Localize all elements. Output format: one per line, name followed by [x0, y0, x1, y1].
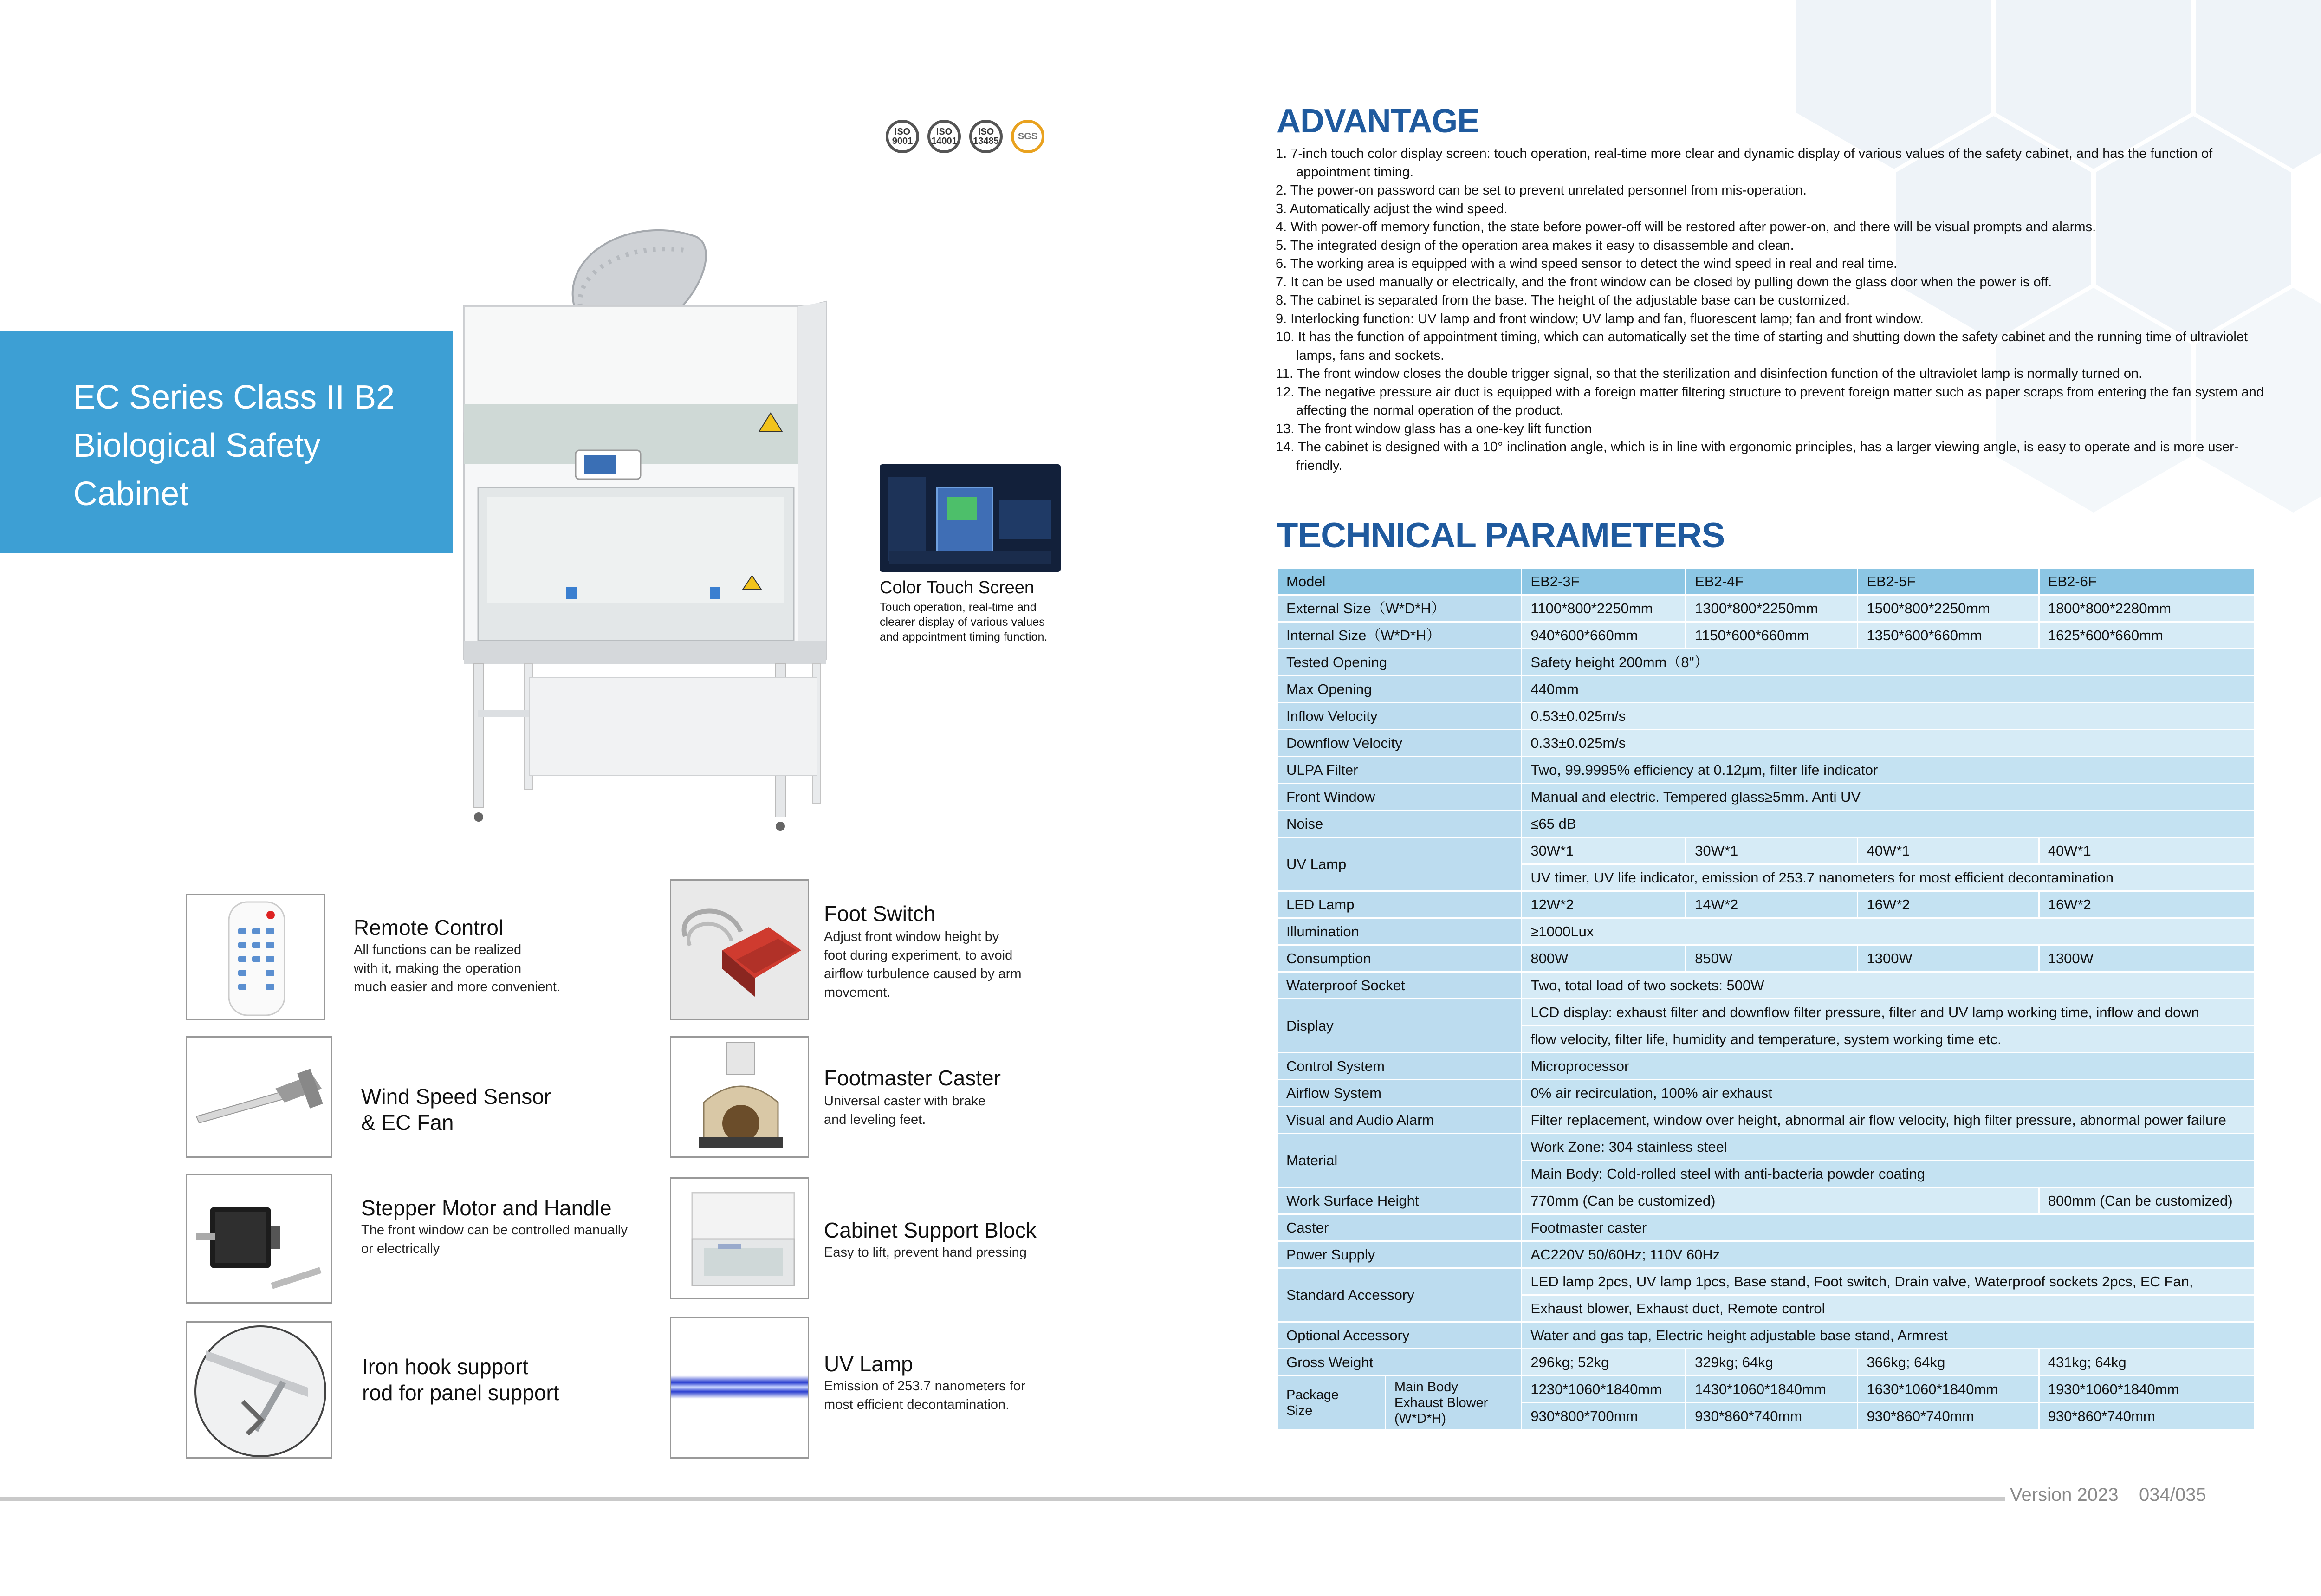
feature-title	[824, 1351, 913, 1377]
table-cell: 16W*2	[1858, 891, 2039, 918]
table-cell: Material	[1277, 1134, 1522, 1187]
table-cell: Microprocessor	[1522, 1053, 2255, 1080]
table-cell: Model	[1277, 568, 1522, 595]
iron-hook-support-image	[186, 1321, 332, 1459]
table-cell: 930*860*740mm	[1858, 1403, 2039, 1430]
table-row	[1277, 1349, 2255, 1376]
technical-parameters-table	[1277, 567, 2255, 1430]
feature-title-line: Foot Switch	[824, 902, 936, 926]
table-row	[1277, 1268, 2255, 1295]
table-row	[1277, 568, 2255, 595]
advantage-item: 3. Automatically adjust the wind speed.	[1276, 201, 1508, 216]
table-row	[1277, 1322, 2255, 1349]
table-row	[1277, 945, 2255, 972]
wind-sensor-icon	[187, 1038, 332, 1158]
advantage-item: 2. The power-on password can be set to prevent unrelated personnel from mis-operation.	[1276, 183, 1807, 198]
table-cell: 431kg; 64kg	[2039, 1349, 2254, 1376]
uv-lamp-image	[670, 1317, 809, 1459]
feature-desc	[824, 1377, 1025, 1414]
feature-title-line: Iron hook support	[362, 1355, 529, 1379]
feature-desc-line: foot during experiment, to avoid	[824, 948, 1013, 963]
table-cell: LED Lamp	[1277, 891, 1522, 918]
feature-desc-line: airflow turbulence caused by arm	[824, 967, 1022, 981]
table-row	[1277, 1107, 2255, 1134]
table-cell: 30W*1	[1686, 837, 1858, 864]
table-row	[1277, 891, 2255, 918]
table-cell: EB2-6F	[2039, 568, 2254, 595]
table-cell: EB2-5F	[1858, 568, 2039, 595]
cert-badge-iso13485: ISO 13485	[969, 120, 1003, 153]
table-row	[1277, 837, 2255, 864]
cabinet-product-image	[436, 218, 882, 850]
table-row	[1277, 918, 2255, 945]
table-row	[1277, 972, 2255, 999]
feature-title-line: Wind Speed Sensor	[361, 1084, 551, 1109]
table-cell: LED lamp 2pcs, UV lamp 1pcs, Base stand, Foot switch, Drain valve, Waterproof sockets 2pcs, EC Fan,	[1522, 1268, 2255, 1295]
advantage-item: 8. The cabinet is separated from the base. The height of the adjustable base can be customized.	[1276, 293, 1850, 308]
footer	[2010, 1485, 2206, 1505]
package-sub-line: (W*D*H)	[1394, 1411, 1446, 1426]
table-cell: 0.33±0.025m/s	[1522, 730, 2255, 757]
table-cell: 14W*2	[1686, 891, 1858, 918]
foot-switch-icon	[671, 881, 809, 1020]
table-cell: External Size（W*D*H）	[1277, 595, 1522, 622]
feature-title-line: Remote Control	[354, 915, 504, 940]
advantage-heading: ADVANTAGE	[1277, 103, 1479, 140]
table-row	[1277, 676, 2255, 703]
cabinet-mini-icon	[671, 1179, 809, 1299]
table-row	[1277, 1214, 2255, 1241]
table-cell: UV timer, UV life indicator, emission of 253.7 nanometers for most efficient decontamination	[1522, 864, 2255, 891]
table-cell: 930*800*700mm	[1522, 1403, 1686, 1430]
feature-title-line: Stepper Motor and Handle	[361, 1196, 612, 1220]
product-title-line: Biological Safety	[73, 427, 321, 464]
feature-title-line: rod for panel support	[362, 1381, 559, 1405]
table-cell: 0.53±0.025m/s	[1522, 703, 2255, 730]
table-cell: Display	[1277, 999, 1522, 1053]
table-cell: 1630*1060*1840mm	[1858, 1376, 2039, 1403]
table-cell: 1100*800*2250mm	[1522, 595, 1686, 622]
table-cell: 1230*1060*1840mm	[1522, 1376, 1686, 1403]
feature-desc	[824, 1243, 1027, 1262]
table-cell: Internal Size（W*D*H）	[1277, 622, 1522, 649]
feature-desc-line: All functions can be realized	[354, 942, 522, 957]
footer-page-numbers: 034/035	[2139, 1485, 2206, 1505]
table-row	[1277, 1080, 2255, 1107]
table-cell: Waterproof Socket	[1277, 972, 1522, 999]
table-row	[1277, 1053, 2255, 1080]
table-cell: Noise	[1277, 811, 1522, 837]
table-cell: 1500*800*2250mm	[1858, 595, 2039, 622]
table-row	[1277, 757, 2255, 784]
cert-badge-iso14001: ISO 14001	[927, 120, 961, 153]
feature-desc-line: Adjust front window height by	[824, 929, 999, 944]
feature-title-line: & EC Fan	[361, 1110, 454, 1135]
table-cell: 1300W	[2039, 945, 2254, 972]
feature-title	[354, 915, 503, 941]
feature-desc-line: much easier and more convenient.	[354, 980, 560, 994]
advantage-item: 7. It can be used manually or electrically, and the front window can be closed by pulling down the glass door when the power is off.	[1276, 274, 2052, 290]
table-cell: 40W*1	[2039, 837, 2254, 864]
table-cell: EB2-3F	[1522, 568, 1686, 595]
advantage-item: 11. The front window closes the double trigger signal, so that the sterilization and disinfection function of the ultraviolet lamp is normally turned on.	[1276, 366, 2143, 381]
caster-icon	[671, 1038, 809, 1158]
table-row	[1277, 703, 2255, 730]
advantage-item: 9. Interlocking function: UV lamp and front window; UV lamp and fan, fluorescent lamp; fan and front window.	[1276, 311, 1924, 326]
table-row	[1277, 784, 2255, 811]
table-cell: Consumption	[1277, 945, 1522, 972]
cabinet-support-block-image	[670, 1177, 809, 1299]
table-cell: 40W*1	[1858, 837, 2039, 864]
feature-desc	[824, 928, 1022, 1002]
feature-title-line: Footmaster Caster	[824, 1066, 1001, 1090]
table-cell: Safety height 200mm（8"）	[1522, 649, 2255, 676]
package-label-line: Size	[1286, 1403, 1313, 1418]
touch-screen-title: Color Touch Screen	[880, 578, 1035, 597]
uv-lamp-glow	[671, 1375, 809, 1399]
table-cell: Visual and Audio Alarm	[1277, 1107, 1522, 1134]
advantage-item: 10. It has the function of appointment timing, which can automatically set the time of starting and shutting down the safety cabinet and the running time of ultraviolet lamps, fans and sockets.	[1276, 330, 2248, 363]
footmaster-caster-image	[670, 1036, 809, 1158]
technical-parameters-heading: TECHNICAL PARAMETERS	[1277, 516, 1725, 555]
table-cell: 800mm (Can be customized)	[2039, 1187, 2254, 1214]
table-cell: 930*860*740mm	[2039, 1403, 2254, 1430]
table-cell: LCD display: exhaust filter and downflow filter pressure, filter and UV lamp working time, inflow and down	[1522, 999, 2255, 1026]
stepper-motor-image	[186, 1174, 332, 1304]
feature-title	[824, 1217, 1037, 1243]
foot-switch-image	[670, 879, 809, 1020]
feature-desc-line: The front window can be controlled manually	[361, 1223, 628, 1238]
cert-badge-sgs: SGS	[1011, 120, 1044, 153]
feature-desc-line: movement.	[824, 985, 891, 1000]
table-cell: 940*600*660mm	[1522, 622, 1686, 649]
table-row	[1277, 1187, 2255, 1214]
table-cell: 1350*600*660mm	[1858, 622, 2039, 649]
feature-desc-line: Emission of 253.7 nanometers for	[824, 1379, 1025, 1394]
touch-screen-image	[880, 464, 1061, 572]
table-cell: 329kg; 64kg	[1686, 1349, 1858, 1376]
table-cell: Tested Opening	[1277, 649, 1522, 676]
advantage-item: 14. The cabinet is designed with a 10° inclination angle, which is in line with ergonomic principles, has a larger viewing angle, is easy to operate and is more user-friendly.	[1276, 440, 2239, 473]
table-cell: 1300*800*2250mm	[1686, 595, 1858, 622]
table-cell: Main Body: Cold-rolled steel with anti-bacteria powder coating	[1522, 1161, 2255, 1187]
table-cell: 1150*600*660mm	[1686, 622, 1858, 649]
product-title-banner	[0, 331, 453, 553]
table-cell: Footmaster caster	[1522, 1214, 2255, 1241]
table-cell: 930*860*740mm	[1686, 1403, 1858, 1430]
feature-title	[824, 1065, 1001, 1091]
hook-icon	[187, 1323, 332, 1459]
table-cell: Two, total load of two sockets: 500W	[1522, 972, 2255, 999]
feature-title	[362, 1354, 559, 1406]
feature-desc-line: most efficient decontamination.	[824, 1397, 1010, 1412]
feature-desc-line: Universal caster with brake	[824, 1094, 986, 1109]
advantage-item: 1. 7-inch touch color display screen: touch operation, real-time more clear and dynamic display of various values of the safety cabinet, and has the function of appointment timing.	[1276, 146, 2213, 180]
table-row	[1277, 649, 2255, 676]
advantage-item: 13. The front window glass has a one-key lift function	[1276, 421, 1592, 436]
package-sub-line: Exhaust Blower	[1394, 1395, 1488, 1410]
product-title-line: EC Series Class II B2	[73, 379, 395, 416]
cert-badge-iso9001: ISO 9001	[886, 120, 919, 153]
table-cell: Work Zone: 304 stainless steel	[1522, 1134, 2255, 1161]
table-row	[1277, 1241, 2255, 1268]
table-cell: 1625*600*660mm	[2039, 622, 2254, 649]
advantage-list	[1276, 145, 2269, 475]
table-row	[1277, 1376, 2255, 1403]
table-cell: Airflow System	[1277, 1080, 1522, 1107]
table-cell: 440mm	[1522, 676, 2255, 703]
product-title	[73, 373, 395, 518]
feature-desc	[824, 1092, 985, 1129]
stepper-motor-icon	[187, 1175, 332, 1304]
table-cell: Standard Accessory	[1277, 1268, 1522, 1322]
product-title-line: Cabinet	[73, 475, 189, 513]
advantage-item: 4. With power-off memory function, the state before power-off will be restored after power-on, and there will be visual prompts and alarms.	[1276, 220, 2096, 234]
table-cell: 296kg; 52kg	[1522, 1349, 1686, 1376]
table-cell: ≥1000Lux	[1522, 918, 2255, 945]
feature-desc-line: with it, making the operation	[354, 961, 522, 976]
table-cell: Gross Weight	[1277, 1349, 1522, 1376]
table-cell: 770mm (Can be customized)	[1522, 1187, 2039, 1214]
table-cell: Optional Accessory	[1277, 1322, 1522, 1349]
table-cell: Work Surface Height	[1277, 1187, 1522, 1214]
feature-desc-line: or electrically	[361, 1241, 440, 1256]
remote-control-icon	[187, 895, 325, 1020]
table-row	[1277, 1134, 2255, 1161]
table-cell: Illumination	[1277, 918, 1522, 945]
table-cell: Max Opening	[1277, 676, 1522, 703]
table-cell: 800W	[1522, 945, 1686, 972]
package-label-line: Package	[1286, 1387, 1339, 1402]
advantage-item: 12. The negative pressure air duct is equipped with a foreign matter filtering structure to prevent foreign matter such as paper scraps from entering the fan system and affecting the normal operation of the product.	[1276, 384, 2264, 418]
table-cell: 1300W	[1858, 945, 2039, 972]
table-row	[1277, 595, 2255, 622]
table-cell: flow velocity, filter life, humidity and temperature, system working time etc.	[1522, 1026, 2255, 1053]
feature-desc-line: Easy to lift, prevent hand pressing	[824, 1245, 1027, 1260]
feature-title-line: UV Lamp	[824, 1352, 913, 1376]
table-cell: Exhaust blower, Exhaust duct, Remote control	[1522, 1295, 2255, 1322]
table-cell: Two, 99.9995% efficiency at 0.12μm, filter life indicator	[1522, 757, 2255, 784]
table-cell: Power Supply	[1277, 1241, 1522, 1268]
table-cell	[1277, 1376, 1386, 1430]
table-row	[1277, 811, 2255, 837]
table-cell: 1430*1060*1840mm	[1686, 1376, 1858, 1403]
table-cell: Caster	[1277, 1214, 1522, 1241]
feature-title-line: Cabinet Support Block	[824, 1218, 1037, 1242]
remote-control-image	[186, 894, 325, 1020]
table-cell: ≤65 dB	[1522, 811, 2255, 837]
table-cell	[1385, 1376, 1522, 1430]
table-cell: AC220V 50/60Hz; 110V 60Hz	[1522, 1241, 2255, 1268]
table-cell: 16W*2	[2039, 891, 2254, 918]
table-cell: 850W	[1686, 945, 1858, 972]
feature-title	[361, 1083, 551, 1135]
footer-divider	[0, 1497, 2005, 1501]
table-cell: 366kg; 64kg	[1858, 1349, 2039, 1376]
table-cell: Filter replacement, window over height, abnormal air flow velocity, high filter pressure, abnormal power failure	[1522, 1107, 2255, 1134]
feature-title	[361, 1195, 612, 1221]
table-cell: 1800*800*2280mm	[2039, 595, 2254, 622]
touch-screen-desc-line: clearer display of various values	[880, 616, 1045, 629]
wind-speed-sensor-image	[186, 1036, 332, 1158]
table-cell: EB2-4F	[1686, 568, 1858, 595]
footer-version: Version 2023	[2010, 1485, 2119, 1505]
table-cell: Manual and electric. Tempered glass≥5mm. Anti UV	[1522, 784, 2255, 811]
table-cell: 30W*1	[1522, 837, 1686, 864]
table-row	[1277, 730, 2255, 757]
touch-screen-desc-line: and appointment timing function.	[880, 630, 1048, 643]
table-cell: UV Lamp	[1277, 837, 1522, 891]
feature-desc	[361, 1221, 628, 1258]
table-cell: Downflow Velocity	[1277, 730, 1522, 757]
package-sub-line: Main Body	[1394, 1379, 1458, 1395]
advantage-item: 6. The working area is equipped with a wind speed sensor to detect the wind speed in real and real time.	[1276, 256, 1898, 271]
table-cell: Front Window	[1277, 784, 1522, 811]
table-cell: ULPA Filter	[1277, 757, 1522, 784]
table-cell: 12W*2	[1522, 891, 1686, 918]
touch-screen-desc	[880, 600, 1047, 644]
touch-screen-desc-line: Touch operation, real-time and	[880, 601, 1037, 614]
table-cell: 1930*1060*1840mm	[2039, 1376, 2254, 1403]
table-cell: 0% air recirculation, 100% air exhaust	[1522, 1080, 2255, 1107]
advantage-item: 5. The integrated design of the operation area makes it easy to disassemble and clean.	[1276, 238, 1794, 253]
table-cell: Control System	[1277, 1053, 1522, 1080]
feature-desc-line: and leveling feet.	[824, 1112, 926, 1127]
table-row	[1277, 622, 2255, 649]
table-cell: Water and gas tap, Electric height adjustable base stand, Armrest	[1522, 1322, 2255, 1349]
table-row	[1277, 999, 2255, 1026]
feature-desc	[354, 941, 560, 996]
feature-title	[824, 901, 935, 927]
table-cell: Inflow Velocity	[1277, 703, 1522, 730]
